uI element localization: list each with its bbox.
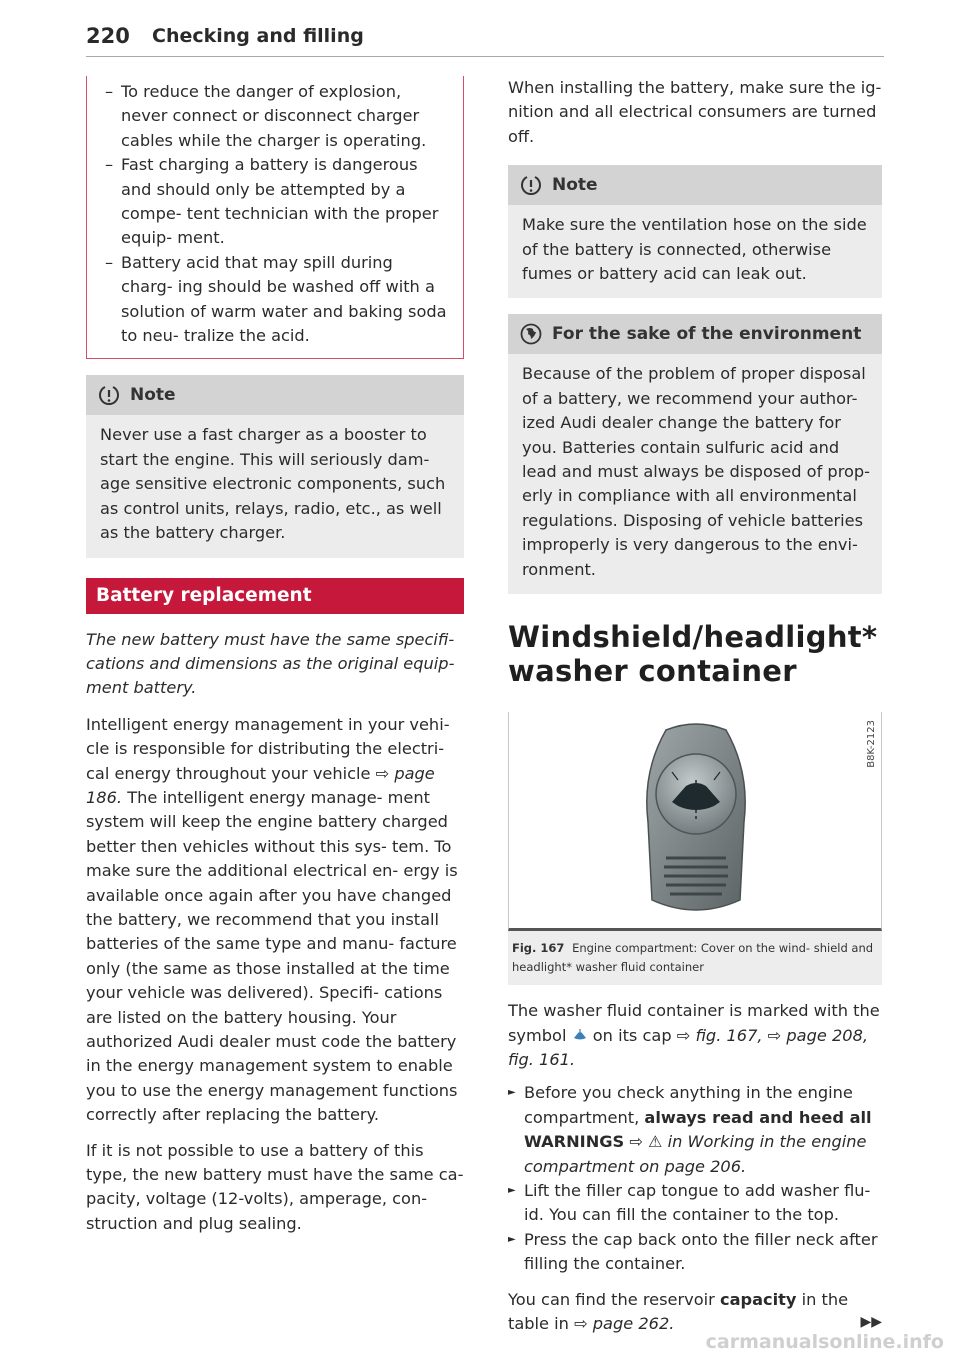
warning-box-continued xyxy=(86,76,464,359)
section-intro: The new battery must have the same specifi- cations and dimensions as the original equip- ment battery. xyxy=(86,629,455,698)
text: Intelligent energy management in your vehi- cle is responsible for distributing the electri- cal energy throughout your vehicle xyxy=(86,714,450,783)
continue-arrow-icon: ▶▶ xyxy=(860,1313,882,1330)
note-icon xyxy=(98,384,120,406)
instruction-item: ► Lift the filler cap tongue to add washer flu- id. You can fill the container to the top. xyxy=(508,1179,882,1228)
text: Before you check anything in the engine compartment, xyxy=(524,1083,853,1127)
environment-header xyxy=(508,314,882,354)
environment-icon xyxy=(520,323,542,345)
environment-title: For the sake of the environment xyxy=(552,324,862,345)
warning-item: – Battery acid that may spill during charg- ing should be washed off with a solution of warm water and baking soda to neu- tralize the acid. xyxy=(105,251,449,349)
note-box xyxy=(86,375,464,557)
chapter-title: Checking and filling xyxy=(152,25,364,47)
note-title: Note xyxy=(130,385,176,406)
paragraph xyxy=(508,1288,882,1337)
note-box xyxy=(508,165,882,298)
text: on its cap xyxy=(592,1025,672,1045)
warning-link[interactable]: ⇨ ⚠ in Working in the engine compartment on page 206. xyxy=(524,1132,867,1176)
note-title: Note xyxy=(552,175,598,196)
warning-item: – To reduce the danger of explosion, never connect or disconnect charger cables while the charger is operating. xyxy=(105,80,449,153)
environment-text: Because of the problem of proper disposal of a battery, we recommend your author- ized Audi dealer change the battery for you. Batteries contain sulfuric acid and lead and must always be disposed of prop- erly in compliance with all environmental regulations. Disposing of vehicle batteries improperly is very dangerous to the envi- ronment. xyxy=(522,364,871,579)
paragraph xyxy=(508,999,882,1072)
paragraph: When installing the battery, make sure the ig- nition and all electrical consumers are turned off. xyxy=(508,78,882,146)
warning-item: – Fast charging a battery is dangerous and should only be attempted by a compe- tent technician with the proper equip- ment. xyxy=(105,153,449,251)
bold-text: always read and heed all WARNINGS xyxy=(524,1107,872,1152)
note-icon xyxy=(520,174,542,196)
section-title-battery-replacement: Battery replacement xyxy=(86,578,464,614)
bold-text: capacity xyxy=(719,1289,797,1309)
text: The intelligent energy manage- ment system will keep the engine battery charged better then vehicles without this sys- tem. To make sure the additional electrical en- ergy is available once again after you have changed the battery, we recommend that you install batteries of the same type and manu- facture only (the same as those installed at the time your vehicle was delivered). Specifi- cations are listed on the battery housing. Your authorized Audi dealer must code the battery in the energy management system to enable you to use the energy management functions correctly after replacing the battery. xyxy=(86,787,458,1125)
text: You can find the reservoir xyxy=(508,1289,715,1309)
note-text: Make sure the ventilation hose on the side of the battery is connected, otherwise fumes or battery acid can leak out. xyxy=(522,215,867,284)
paragraph xyxy=(86,713,464,1128)
instruction-list xyxy=(508,1081,882,1276)
left-column xyxy=(86,76,464,1236)
note-text: Never use a fast charger as a booster to start the engine. This will seriously dam- age sensitive electronic components, such as control units, relays, radio, etc., as well as the battery charger. xyxy=(100,425,446,543)
figure-167 xyxy=(508,712,882,985)
paragraph: If it is not possible to use a battery of this type, the new battery must have the same ca- pacity, voltage (12-volts), amperage, con- struction and plug sealing. xyxy=(86,1140,464,1233)
page-link[interactable]: ⇨ page 186. xyxy=(86,763,435,807)
washer-cap-illustration xyxy=(636,722,756,922)
note-header xyxy=(508,165,882,205)
page-link[interactable]: ⇨ page 262. xyxy=(574,1313,675,1333)
instruction-item: ► Press the cap back onto the filler neck after filling the container. xyxy=(508,1228,882,1277)
washer-fluid-icon xyxy=(572,1028,588,1042)
instruction-item xyxy=(508,1081,882,1179)
text: in the table in xyxy=(508,1289,849,1333)
figure-image xyxy=(508,712,882,931)
environment-box xyxy=(508,314,882,594)
watermark: carmanualsonline.info xyxy=(705,1331,944,1353)
section-heading-washer-container: Windshield/headlight* washer container xyxy=(508,620,878,689)
page-header xyxy=(86,22,884,57)
note-header xyxy=(86,375,464,415)
page-number: 220 xyxy=(86,24,130,48)
right-column xyxy=(508,76,882,1336)
figure-link[interactable]: ⇨ fig. 167, ⇨ page 208, fig. 161. xyxy=(508,1025,869,1069)
figure-caption-text: Engine compartment: Cover on the wind- shield and headlight* washer fluid container xyxy=(512,941,874,975)
text: The washer fluid container is marked with the symbol xyxy=(508,1001,880,1045)
figure-label: Fig. 167 xyxy=(512,941,565,956)
figure-caption xyxy=(508,931,882,985)
figure-code: B8K-2123 xyxy=(866,720,877,768)
